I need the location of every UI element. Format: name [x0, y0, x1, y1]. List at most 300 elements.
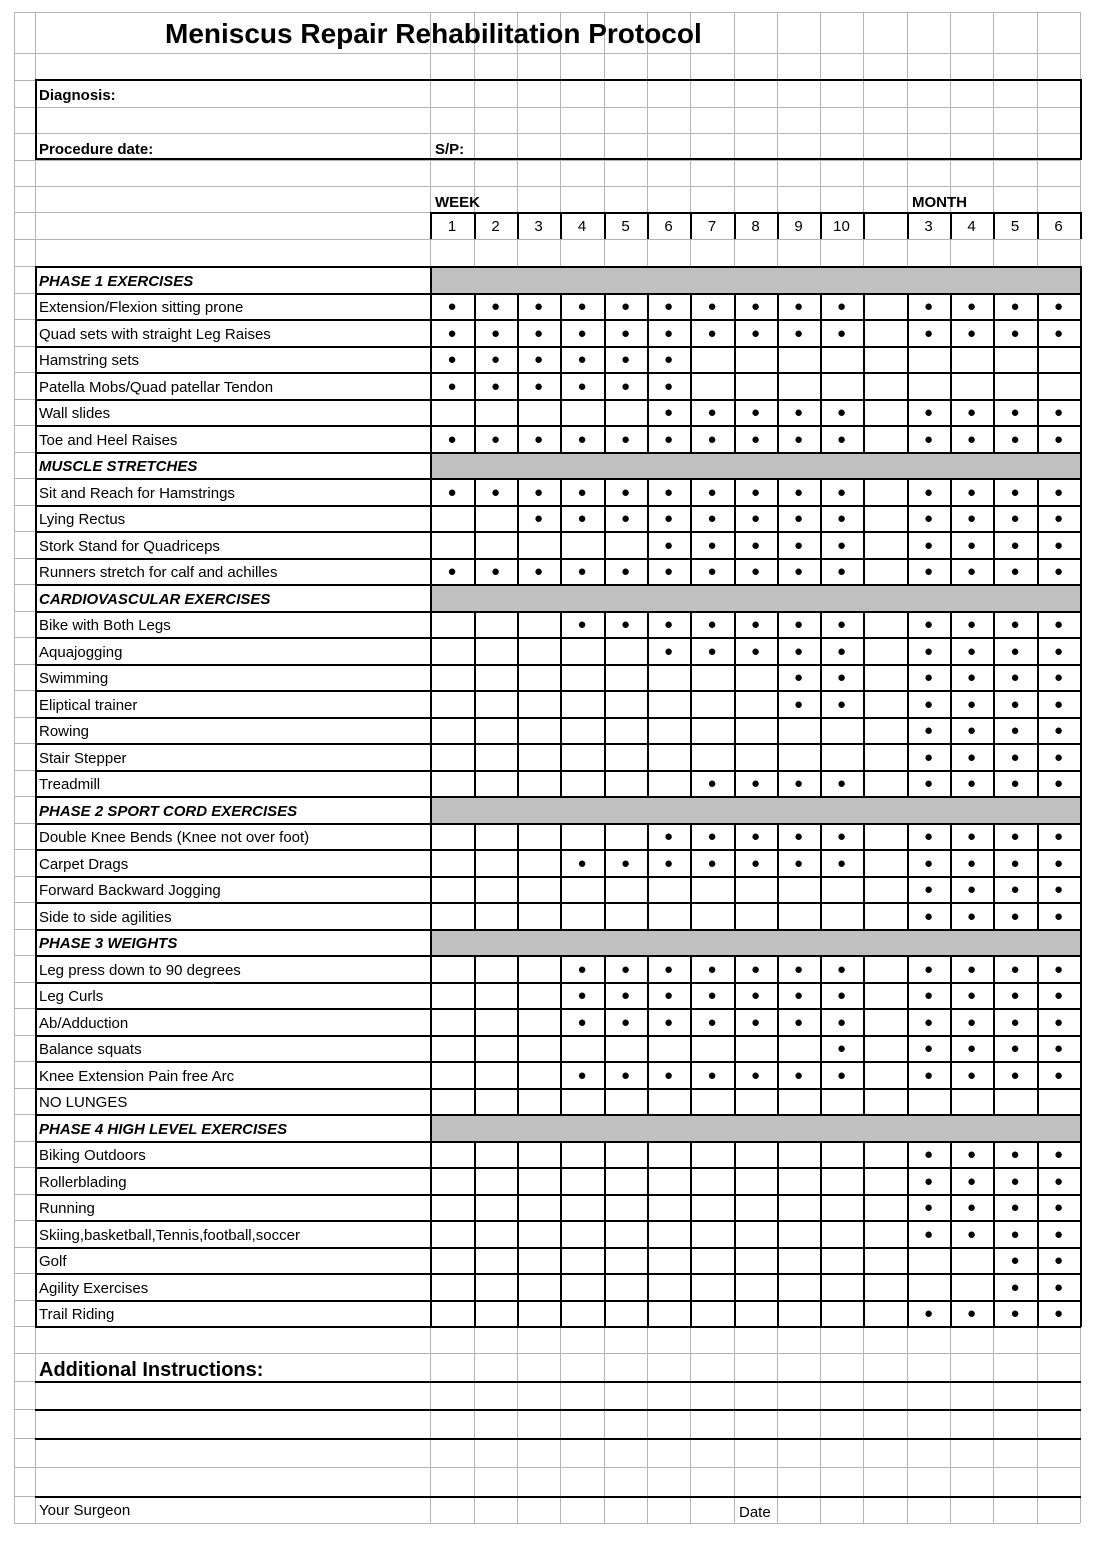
table-col-line	[863, 478, 865, 506]
table-row-line	[35, 664, 1081, 666]
table-col-line	[430, 1141, 432, 1168]
schedule-mark: ●	[1053, 324, 1064, 342]
table-col-line	[777, 1273, 779, 1301]
table-col-line	[430, 876, 432, 903]
schedule-mark: ●	[923, 987, 934, 1004]
schedule-mark: ●	[447, 324, 457, 342]
table-row-line	[35, 1326, 1081, 1328]
schedule-mark: ●	[707, 563, 717, 580]
exercise-label: Treadmill	[39, 776, 101, 793]
exercise-label: Carpet Drags	[39, 855, 129, 873]
schedule-mark: ●	[1010, 536, 1020, 554]
table-col-line	[560, 1167, 562, 1195]
schedule-mark: ●	[923, 1172, 934, 1190]
table-col-line	[863, 346, 865, 373]
table-row-line	[35, 1194, 1081, 1196]
schedule-mark: ●	[966, 960, 977, 978]
schedule-mark: ●	[663, 828, 674, 845]
schedule-mark: ●	[836, 563, 847, 580]
info-box-bottom	[35, 158, 1081, 160]
schedule-mark: ●	[447, 377, 457, 395]
schedule-mark: ●	[1053, 1305, 1064, 1322]
table-col-line	[560, 1220, 562, 1248]
schedule-mark: ●	[836, 695, 847, 713]
table-col-line	[950, 1088, 952, 1115]
table-col-line	[1080, 611, 1082, 638]
table-col-line	[863, 319, 865, 347]
schedule-mark: ●	[577, 616, 587, 633]
table-col-line	[430, 1035, 432, 1062]
table-col-line	[1080, 1247, 1082, 1274]
schedule-mark: ●	[707, 510, 717, 527]
schedule-mark: ●	[1053, 722, 1064, 739]
schedule-mark: ●	[836, 828, 847, 845]
exercise-label: Lying Rectus	[39, 511, 126, 528]
table-col-line	[1080, 319, 1082, 347]
schedule-mark: ●	[836, 510, 847, 527]
schedule-mark: ●	[663, 642, 674, 660]
week-number: 5	[621, 217, 630, 235]
table-col-line	[474, 955, 476, 983]
table-col-line	[690, 1088, 692, 1115]
schedule-mark: ●	[793, 1066, 804, 1084]
schedule-mark: ●	[836, 483, 847, 501]
table-col-line	[430, 982, 432, 1009]
table-col-line	[647, 1035, 649, 1062]
table-col-line	[604, 637, 606, 665]
schedule-mark: ●	[663, 616, 674, 633]
exercise-label: Golf	[39, 1253, 67, 1270]
table-col-line	[604, 1035, 606, 1062]
table-row-line	[35, 743, 1081, 745]
schedule-mark: ●	[1053, 642, 1064, 660]
schedule-mark: ●	[533, 324, 544, 342]
schedule-mark: ●	[836, 1013, 847, 1031]
schedule-mark: ●	[707, 775, 717, 792]
table-row-line	[35, 902, 1081, 904]
exercise-label: Balance squats	[39, 1041, 142, 1058]
week-number: 3	[534, 217, 543, 235]
table-col-line	[690, 717, 692, 744]
table-col-line	[777, 1141, 779, 1168]
schedule-mark: ●	[620, 351, 631, 368]
schedule-mark: ●	[490, 430, 501, 448]
table-col-line	[517, 823, 519, 850]
table-row-line	[35, 1220, 1081, 1222]
schedule-mark: ●	[793, 536, 804, 554]
schedule-mark: ●	[1010, 987, 1020, 1004]
grid-row-line	[14, 53, 1080, 54]
schedule-mark: ●	[966, 510, 977, 527]
table-col-line	[560, 902, 562, 930]
schedule-mark: ●	[1010, 748, 1020, 766]
table-col-line	[517, 955, 519, 983]
schedule-mark: ●	[923, 748, 934, 766]
schedule-mark: ●	[923, 536, 934, 554]
table-col-line	[863, 955, 865, 983]
schedule-mark: ●	[1010, 775, 1020, 792]
table-col-line	[1080, 902, 1082, 930]
table-row-line	[35, 1300, 1081, 1302]
schedule-mark: ●	[1010, 1146, 1020, 1163]
schedule-mark: ●	[1053, 1013, 1064, 1031]
table-col-line	[474, 399, 476, 426]
table-col-line	[863, 1194, 865, 1221]
table-col-line	[647, 1167, 649, 1195]
schedule-mark: ●	[1053, 483, 1064, 501]
schedule-mark: ●	[663, 510, 674, 527]
exercise-label: Wall slides	[39, 405, 111, 422]
schedule-mark: ●	[707, 536, 717, 554]
exercise-label: Quad sets with straight Leg Raises	[39, 325, 271, 343]
schedule-mark: ●	[490, 483, 501, 501]
table-col-line	[430, 1194, 432, 1221]
schedule-mark: ●	[923, 510, 934, 527]
exercise-label: Trail Riding	[39, 1306, 115, 1323]
table-col-line	[863, 664, 865, 691]
schedule-mark: ●	[793, 510, 804, 527]
table-row-line	[35, 690, 1081, 692]
schedule-mark: ●	[577, 377, 587, 395]
schedule-mark: ●	[966, 563, 977, 580]
table-col-line	[560, 531, 562, 559]
table-col-line	[430, 1247, 432, 1274]
table-col-line	[517, 1061, 519, 1089]
table-col-line	[474, 1141, 476, 1168]
schedule-mark: ●	[620, 616, 631, 633]
schedule-mark: ●	[966, 298, 977, 315]
table-col-line	[734, 372, 736, 400]
schedule-mark: ●	[490, 563, 501, 580]
table-col-line	[734, 717, 736, 744]
table-col-line	[863, 1220, 865, 1248]
table-col-line	[604, 1167, 606, 1195]
table-col-line	[474, 1008, 476, 1036]
schedule-mark: ●	[707, 616, 717, 633]
schedule-mark: ●	[750, 642, 761, 660]
table-col-line	[517, 1273, 519, 1301]
schedule-mark: ●	[750, 854, 761, 872]
table-col-line	[430, 1061, 432, 1089]
schedule-mark: ●	[447, 483, 457, 501]
table-col-line	[820, 717, 822, 744]
table-col-line	[734, 1035, 736, 1062]
table-col-line	[777, 743, 779, 771]
schedule-mark: ●	[1053, 987, 1064, 1004]
schedule-mark: ●	[923, 298, 934, 315]
table-row-line	[35, 293, 1081, 295]
table-col-line	[950, 346, 952, 373]
schedule-mark: ●	[923, 483, 934, 501]
table-col-line	[560, 690, 562, 718]
table-col-line	[604, 1194, 606, 1221]
schedule-mark: ●	[707, 1066, 717, 1084]
schedule-mark: ●	[577, 430, 587, 448]
table-row-line	[35, 531, 1081, 533]
exercise-label: Ab/Adduction	[39, 1014, 129, 1032]
schedule-mark: ●	[447, 351, 457, 368]
schedule-mark: ●	[1053, 1146, 1064, 1163]
schedule-mark: ●	[966, 1305, 977, 1322]
table-row-line	[35, 1008, 1081, 1010]
schedule-mark: ●	[663, 987, 674, 1004]
week-number: 6	[664, 217, 673, 235]
table-col-line	[1080, 266, 1082, 294]
schedule-mark: ●	[1010, 907, 1020, 925]
table-col-line	[863, 717, 865, 744]
table-col-line	[777, 1220, 779, 1248]
table-col-line	[560, 717, 562, 744]
schedule-mark: ●	[923, 828, 934, 845]
table-col-line	[1080, 1141, 1082, 1168]
schedule-mark: ●	[577, 351, 587, 368]
table-col-line	[604, 717, 606, 744]
table-col-line	[1080, 637, 1082, 665]
month-header: MONTH	[912, 194, 967, 211]
table-col-line	[863, 399, 865, 426]
table-col-line	[734, 1167, 736, 1195]
exercise-label: Leg press down to 90 degrees	[39, 961, 241, 979]
table-col-line	[647, 717, 649, 744]
schedule-mark: ●	[620, 960, 631, 978]
schedule-mark: ●	[966, 695, 977, 713]
schedule-mark: ●	[966, 1040, 977, 1057]
table-row-line	[35, 399, 1081, 401]
table-col-line	[430, 929, 432, 956]
table-row-line	[35, 1141, 1081, 1143]
month-number: 5	[1010, 217, 1020, 235]
table-col-line	[820, 1167, 822, 1195]
procedure-date-label: Procedure date:	[39, 141, 154, 158]
schedule-mark: ●	[966, 881, 977, 898]
schedule-mark: ●	[836, 616, 847, 633]
table-col-line	[430, 505, 432, 532]
table-col-line	[474, 1167, 476, 1195]
schedule-mark: ●	[663, 960, 674, 978]
table-col-line	[734, 1141, 736, 1168]
table-col-line	[647, 1300, 649, 1327]
table-col-line	[820, 1220, 822, 1248]
table-col-line	[1080, 1035, 1082, 1062]
table-col-line	[1080, 770, 1082, 797]
table-col-line	[1080, 1114, 1082, 1142]
table-col-line	[690, 876, 692, 903]
table-col-line	[777, 876, 779, 903]
schedule-mark: ●	[1053, 960, 1064, 978]
table-col-line	[690, 1141, 692, 1168]
table-col-line	[430, 611, 432, 638]
table-col-line	[820, 1300, 822, 1327]
schedule-mark: ●	[707, 430, 717, 448]
schedule-mark: ●	[966, 1013, 977, 1031]
table-col-line	[777, 1247, 779, 1274]
exercise-label: Stork Stand for Quadriceps	[39, 537, 220, 555]
schedule-mark: ●	[1010, 1013, 1020, 1031]
table-col-line	[1080, 664, 1082, 691]
grid-row-line	[14, 186, 1080, 187]
table-col-line	[430, 1167, 432, 1195]
table-col-line	[734, 876, 736, 903]
schedule-mark: ●	[1053, 1252, 1064, 1269]
table-col-line	[474, 1300, 476, 1327]
table-col-line	[1080, 823, 1082, 850]
table-col-line	[690, 372, 692, 400]
schedule-mark: ●	[1053, 1278, 1064, 1296]
schedule-mark: ●	[1053, 404, 1064, 421]
schedule-mark: ●	[836, 404, 847, 421]
table-row-line	[35, 823, 1081, 825]
schedule-mark: ●	[923, 563, 934, 580]
schedule-mark: ●	[750, 324, 761, 342]
table-col-line	[517, 1194, 519, 1221]
schedule-mark: ●	[533, 377, 544, 395]
schedule-mark: ●	[966, 430, 977, 448]
section-shade	[430, 266, 1080, 293]
table-row-line	[35, 717, 1081, 719]
table-col-line	[734, 346, 736, 373]
grid-row-line	[14, 1353, 1080, 1354]
table-col-line	[430, 637, 432, 665]
schedule-mark: ●	[663, 324, 674, 342]
table-col-line	[560, 1194, 562, 1221]
table-col-line	[1080, 1194, 1082, 1221]
schedule-mark: ●	[836, 642, 847, 660]
table-col-line	[474, 1088, 476, 1115]
table-col-line	[430, 664, 432, 691]
table-row-line	[35, 319, 1081, 321]
schedule-mark: ●	[1010, 510, 1020, 527]
schedule-mark: ●	[1053, 536, 1064, 554]
schedule-mark: ●	[620, 483, 631, 501]
table-col-line	[820, 372, 822, 400]
table-col-line	[647, 1273, 649, 1301]
schedule-mark: ●	[707, 828, 717, 845]
schedule-mark: ●	[750, 563, 761, 580]
table-row-line	[35, 346, 1081, 348]
table-row-line	[35, 1061, 1081, 1063]
grid-row-line	[14, 133, 1080, 134]
table-col-line	[1080, 690, 1082, 718]
schedule-mark: ●	[750, 828, 761, 845]
table-col-line	[604, 743, 606, 771]
schedule-mark: ●	[966, 616, 977, 633]
schedule-mark: ●	[1053, 907, 1064, 925]
instruction-line	[35, 1409, 1081, 1411]
exercise-label: Rollerblading	[39, 1173, 127, 1191]
schedule-mark: ●	[923, 1225, 934, 1243]
table-row-line	[35, 478, 1081, 480]
table-col-line	[863, 1247, 865, 1274]
schedule-mark: ●	[490, 324, 501, 342]
table-col-line	[430, 1273, 432, 1301]
schedule-mark: ●	[836, 1040, 847, 1057]
table-col-line	[1080, 955, 1082, 983]
table-row-line	[35, 425, 1081, 427]
exercise-label: NO LUNGES	[39, 1094, 128, 1111]
table-col-line	[430, 452, 432, 479]
schedule-mark: ●	[1010, 854, 1020, 872]
table-col-line	[517, 982, 519, 1009]
schedule-mark: ●	[1010, 324, 1020, 342]
table-col-line	[777, 1035, 779, 1062]
schedule-mark: ●	[707, 1013, 717, 1031]
schedule-mark: ●	[490, 298, 501, 315]
grid-row-line	[14, 12, 1080, 13]
schedule-mark: ●	[923, 669, 934, 686]
table-col-line	[474, 876, 476, 903]
table-col-line	[604, 664, 606, 691]
schedule-mark: ●	[923, 1040, 934, 1057]
schedule-mark: ●	[793, 960, 804, 978]
table-row-line	[35, 982, 1081, 984]
schedule-mark: ●	[663, 298, 674, 315]
instruction-line	[35, 1496, 1081, 1498]
table-col-line	[777, 717, 779, 744]
table-col-line	[777, 1167, 779, 1195]
table-col-line	[820, 1141, 822, 1168]
schedule-mark: ●	[923, 1146, 934, 1163]
schedule-mark: ●	[923, 722, 934, 739]
table-col-line	[1080, 372, 1082, 400]
table-col-line	[474, 637, 476, 665]
table-col-line	[777, 1194, 779, 1221]
schedule-mark: ●	[793, 616, 804, 633]
schedule-mark: ●	[577, 298, 587, 315]
table-row-line	[35, 1273, 1081, 1275]
table-col-line	[863, 1141, 865, 1168]
table-col-line	[647, 743, 649, 771]
schedule-mark: ●	[793, 775, 804, 792]
table-col-line	[430, 1300, 432, 1327]
table-col-line	[820, 876, 822, 903]
table-col-line	[1037, 346, 1039, 373]
table-col-line	[430, 1114, 432, 1142]
table-col-line	[474, 902, 476, 930]
grid-row-line	[14, 107, 1080, 108]
section-heading: PHASE 4 HIGH LEVEL EXERCISES	[39, 1120, 288, 1138]
schedule-mark: ●	[1053, 1172, 1064, 1190]
schedule-mark: ●	[1053, 828, 1064, 845]
schedule-mark: ●	[750, 616, 761, 633]
schedule-mark: ●	[793, 828, 804, 845]
exercise-label: Hamstring sets	[39, 352, 140, 369]
table-col-line	[907, 346, 909, 373]
exercise-label: Runners stretch for calf and achilles	[39, 564, 278, 581]
table-col-line	[560, 664, 562, 691]
schedule-mark: ●	[793, 669, 804, 686]
schedule-mark: ●	[793, 987, 804, 1004]
schedule-mark: ●	[663, 351, 674, 368]
table-col-line	[1080, 1008, 1082, 1036]
table-row-line	[35, 849, 1081, 851]
schedule-mark: ●	[620, 1066, 631, 1084]
schedule-mark: ●	[533, 510, 544, 527]
header-col-line	[863, 212, 865, 239]
table-col-line	[734, 1273, 736, 1301]
table-col-line	[690, 1273, 692, 1301]
table-col-line	[604, 823, 606, 850]
schedule-mark: ●	[923, 695, 934, 713]
table-col-line	[734, 902, 736, 930]
table-col-line	[1080, 849, 1082, 877]
table-col-line	[690, 1220, 692, 1248]
schedule-mark: ●	[577, 960, 587, 978]
week-number: 2	[491, 217, 500, 235]
schedule-mark: ●	[966, 987, 977, 1004]
table-col-line	[1080, 425, 1082, 453]
schedule-mark: ●	[966, 828, 977, 845]
table-col-line	[863, 823, 865, 850]
